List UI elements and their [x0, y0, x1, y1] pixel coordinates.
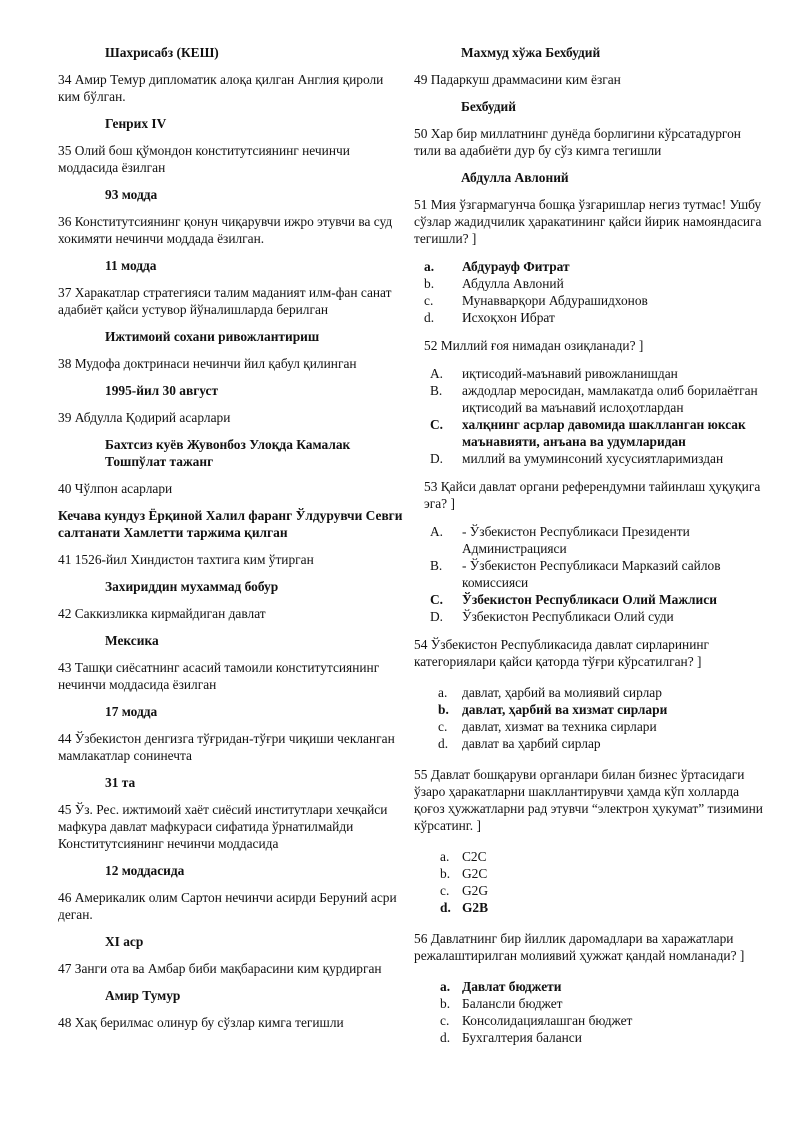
- option-text: давлат ва ҳарбий сирлар: [462, 736, 601, 751]
- option-marker: d.: [438, 736, 449, 751]
- option-text: давлат, ҳарбий ва молиявий сирлар: [462, 685, 662, 700]
- answer-text: 17 модда: [105, 704, 158, 719]
- left-column: [58, 44, 408, 1031]
- option-item: [414, 608, 768, 625]
- answer-text: Ижтимоий сохани ривожлантириш: [105, 329, 320, 344]
- question-text: 44 Ўзбекистон денгизга тўғридан-тўғри чиқиши чекланган мамлакатлар сонинечта: [58, 731, 395, 763]
- option-marker: C.: [430, 592, 444, 607]
- q56-options: [414, 978, 768, 1046]
- question-text: 40 Чўлпон асарлари: [58, 481, 173, 496]
- answer-text: Махмуд хўжа Бехбудий: [461, 45, 601, 60]
- option-text: - Ўзбекистон Республикаси Марказий сайлов комиссияси: [462, 558, 721, 590]
- answer-text: Генрих IV: [105, 116, 167, 131]
- option-marker: b.: [440, 996, 451, 1011]
- question-text: 37 Харакатлар стратегияси талим маданият илм-фан санат адабиёт қайси устувор йўналишларда берилган: [58, 285, 392, 317]
- option-item: [414, 591, 768, 608]
- option-item: [414, 450, 768, 467]
- option-item: [414, 258, 768, 275]
- right-top-block: [414, 44, 768, 247]
- option-item: [414, 899, 768, 916]
- answer-text: Захириддин мухаммад бобур: [105, 579, 279, 594]
- option-text: давлат, хизмат ва техника сирлари: [462, 719, 657, 734]
- answer-text: 11 модда: [105, 258, 157, 273]
- option-marker: a.: [424, 259, 435, 274]
- question-text: 50 Хар бир миллатнинг дунёда борлигини кўрсатадургон тили ва адабиёти дур бу сўз кимга тегишли: [414, 126, 741, 158]
- answer-text: 31 та: [105, 775, 136, 790]
- option-item: [414, 382, 768, 416]
- option-marker: b.: [438, 702, 449, 717]
- option-text: Ўзбекистон Республикаси Олий Мажлиси: [462, 592, 717, 607]
- option-marker: b.: [424, 276, 435, 291]
- answer-text: 1995-йил 30 август: [105, 383, 219, 398]
- answer-text: Амир Тумур: [105, 988, 181, 1003]
- option-text: иқтисодий-маънавий ривожланишдан: [462, 366, 678, 381]
- option-text: Балансли бюджет: [462, 996, 563, 1011]
- option-text: Консолидациялашган бюджет: [462, 1013, 633, 1028]
- answer-text: 12 моддасида: [105, 863, 185, 878]
- option-item: [414, 557, 768, 591]
- option-item: [414, 275, 768, 292]
- q52-options: [414, 365, 768, 467]
- option-text: Абдулла Авлоний: [462, 276, 564, 291]
- question-text: 45 Ўз. Рес. ижтимоий хаёт сиёсий институтлари хечқайси мафкура давлат мафкураси сифатида ўрнатилмайди Конститутсиянинг нечинчи моддасида: [58, 802, 388, 851]
- option-marker: D.: [430, 451, 444, 466]
- option-marker: a.: [440, 979, 451, 994]
- option-item: [414, 865, 768, 882]
- question-text: 39 Абдулла Қодирий асарлари: [58, 410, 231, 425]
- option-marker: b.: [440, 866, 451, 881]
- option-text: аждодлар меросидан, мамлакатда олиб борилаётган иқтисодий ва маънавий ислоҳотлардан: [462, 383, 758, 415]
- answer-text: XI аср: [105, 934, 144, 949]
- option-item: [414, 1029, 768, 1046]
- answer-text: Шахрисабз (КЕШ): [105, 45, 219, 60]
- question-text: 36 Конститутсиянинг қонун чиқарувчи ижро этувчи ва суд хокимяти нечинчи моддада ёзилган.: [58, 214, 393, 246]
- option-marker: a.: [438, 685, 448, 700]
- option-text: халқнинг асрлар давомида шаклланган юксак маънавияти, анъана ва удумларидан: [462, 417, 746, 449]
- answer-text: Кечава кундуз Ёрқиной Халил фаранг Ўлдурувчи Севги салтанати Хамлетти таржима қилган: [58, 508, 403, 540]
- option-item: [414, 978, 768, 995]
- option-marker: c.: [438, 719, 448, 734]
- option-text: G2C: [462, 866, 488, 881]
- option-text: Ўзбекистон Республикаси Олий суди: [462, 609, 674, 624]
- option-text: миллий ва умуминсоний хусусиятларимиздан: [462, 451, 724, 466]
- q55-options: [414, 848, 768, 916]
- option-text: - Ўзбекистон Республикаси Президенти Администрацияси: [462, 524, 690, 556]
- option-item: [414, 684, 768, 701]
- option-marker: c.: [424, 293, 434, 308]
- question-56: 56 Давлатнинг бир йиллик даромадлари ва харажатлари режалаштирилган молиявий ҳужжат қандай номланади? ]: [414, 931, 745, 963]
- question-text: 47 Занги ота ва Амбар биби мақбарасини ким қурдирган: [58, 961, 382, 976]
- option-item: [414, 309, 768, 326]
- option-marker: A.: [430, 366, 444, 381]
- question-text: 51 Мия ўзгармагунча бошқа ўзгаришлар негиз тутмас! Ушбу сўзлар жадидчилик ҳаракатининг қайси йирик намояндасига тегишли? ]: [414, 197, 762, 246]
- q53-options: [414, 523, 768, 625]
- option-text: G2G: [462, 883, 489, 898]
- question-text: 46 Америкалик олим Сартон нечинчи асирди Беруний асри деган.: [58, 890, 397, 922]
- option-text: давлат, ҳарбий ва хизмат сирлари: [462, 702, 668, 717]
- question-text: 34 Амир Темур дипломатик алоқа қилган Англия қироли ким бўлган.: [58, 72, 384, 104]
- option-marker: B.: [430, 383, 443, 398]
- option-item: [414, 848, 768, 865]
- option-marker: a.: [440, 849, 450, 864]
- answer-text: Бехбудий: [461, 99, 516, 114]
- question-text: 48 Хақ берилмас олинур бу сўзлар кимга тегишли: [58, 1015, 344, 1030]
- option-item: [414, 882, 768, 899]
- option-marker: C.: [430, 417, 444, 432]
- option-item: [414, 718, 768, 735]
- question-text: 35 Олий бош қўмондон конститутсиянинг нечинчи моддасида ёзилган: [58, 143, 350, 175]
- question-text: 43 Ташқи сиёсатнинг асасий тамоили конститутсиянинг нечинчи моддасида ёзилган: [58, 660, 380, 692]
- question-text: 38 Мудофа доктринаси нечинчи йил қабул қилинган: [58, 356, 357, 371]
- option-item: [414, 292, 768, 309]
- option-marker: d.: [440, 1030, 451, 1045]
- question-text: 42 Саккизликка кирмайдиган давлат: [58, 606, 266, 621]
- answer-text: Мексика: [105, 633, 159, 648]
- option-item: [414, 416, 768, 450]
- option-marker: D.: [430, 609, 444, 624]
- question-54: 54 Ўзбекистон Республикасида давлат сирларининг категориялари қайси қаторда тўғри кўрсатилган? ]: [414, 637, 710, 669]
- option-item: [414, 701, 768, 718]
- right-column: [414, 44, 768, 1046]
- question-text: 49 Падаркуш драммасини ким ёзган: [414, 72, 621, 87]
- option-marker: A.: [430, 524, 444, 539]
- q54-options: [414, 684, 768, 752]
- option-text: G2B: [462, 900, 489, 915]
- option-text: Давлат бюджети: [462, 979, 562, 994]
- answer-text: Абдулла Авлоний: [461, 170, 569, 185]
- answer-text: Бахтсиз куёв Жувонбоз Улоқда Камалак Тошпўлат тажанг: [105, 437, 351, 469]
- option-text: C2C: [462, 849, 487, 864]
- q51-options: [414, 258, 768, 326]
- option-item: [414, 735, 768, 752]
- option-marker: c.: [440, 1013, 450, 1028]
- option-text: Исхоқхон Ибрат: [462, 310, 555, 325]
- answer-text: 93 модда: [105, 187, 158, 202]
- option-text: Бухгалтерия баланси: [462, 1030, 582, 1045]
- option-marker: d.: [440, 900, 451, 915]
- option-text: Мунавварқори Абдурашидхонов: [462, 293, 648, 308]
- option-item: [414, 523, 768, 557]
- question-55: 55 Давлат бошқаруви органлари билан бизнес ўртасидаги ўзаро ҳаракатларни шакллантирувчи ҳамда кўп холларда қоғоз ҳужжатларни рад этувчи “электрон ҳукумат” тизимини кўрсатинг. ]: [414, 767, 763, 833]
- option-marker: d.: [424, 310, 435, 325]
- option-marker: c.: [440, 883, 450, 898]
- question-52: 52 Миллий ғоя нимадан озиқланади? ]: [424, 338, 644, 353]
- option-item: [414, 995, 768, 1012]
- option-item: [414, 1012, 768, 1029]
- question-53: 53 Қайси давлат органи референдумни тайинлаш ҳуқуқига эга? ]: [424, 479, 761, 511]
- option-marker: B.: [430, 558, 443, 573]
- option-item: [414, 365, 768, 382]
- question-text: 41 1526-йил Хиндистон тахтига ким ўтирган: [58, 552, 314, 567]
- option-text: Абдурауф Фитрат: [462, 259, 570, 274]
